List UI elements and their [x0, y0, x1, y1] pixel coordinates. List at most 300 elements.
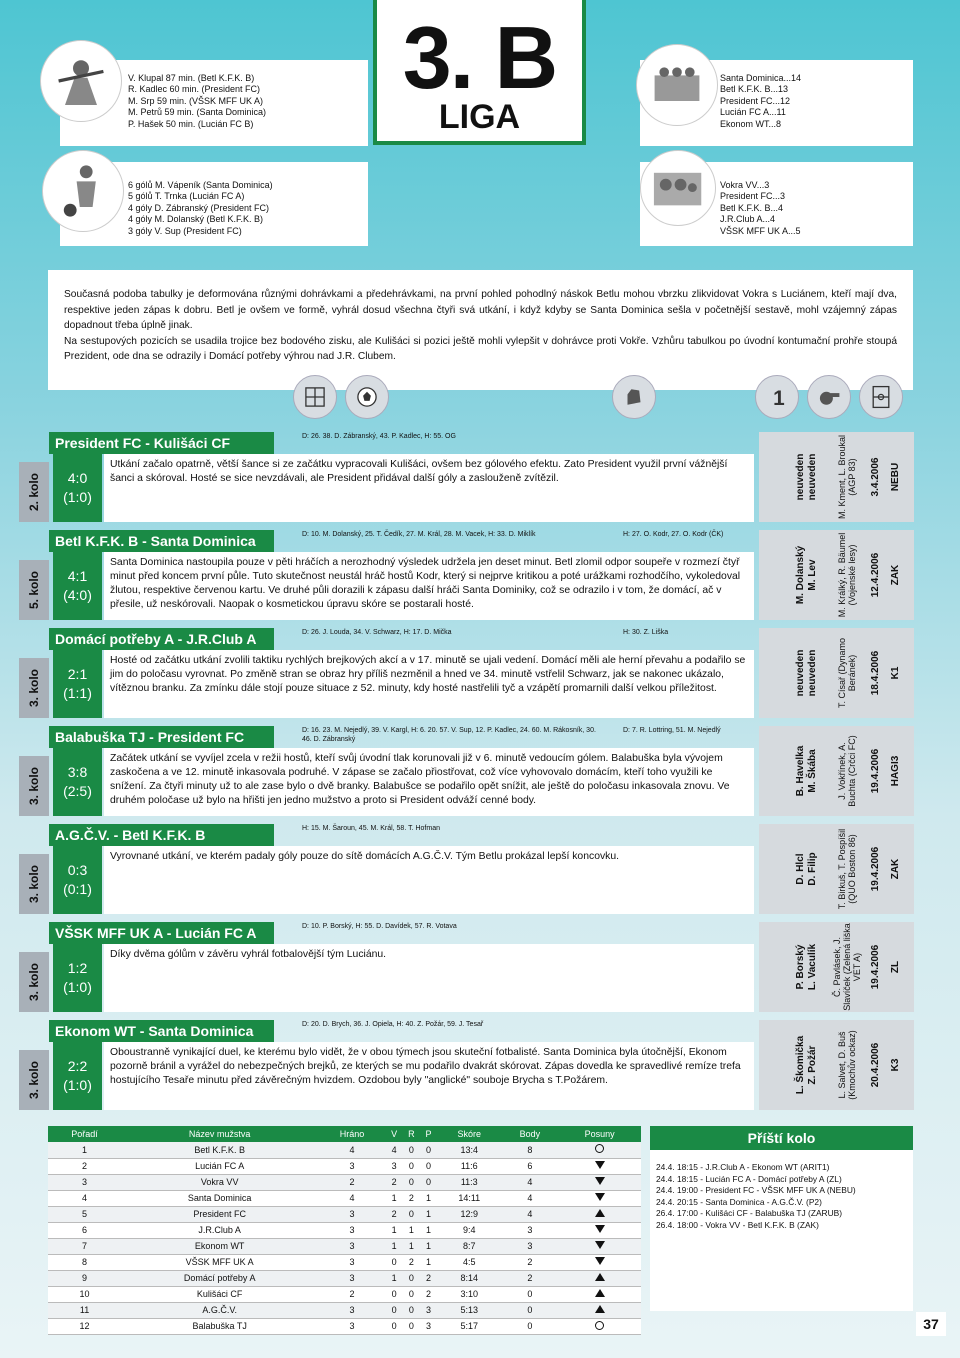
- table-cell: 8: [48, 1254, 121, 1270]
- venue: K1: [890, 666, 901, 680]
- list-item: J.R.Club A...4: [720, 214, 776, 225]
- movement-icon: [558, 1158, 641, 1174]
- column-header: V: [386, 1126, 403, 1142]
- table-cell: 1: [420, 1238, 437, 1254]
- table-cell: 4: [318, 1142, 386, 1158]
- arrow-up-icon: [595, 1305, 605, 1313]
- table-cell: 5:17: [437, 1318, 502, 1334]
- list-item: M. Petrů 59 min. (Santa Dominica): [128, 107, 267, 118]
- goal-scorers: D: 26. 38. D. Zábranský, 43. P. Kadlec, H: 55. OG: [302, 433, 456, 440]
- table-row: [48, 1254, 641, 1270]
- venue: ZAK: [890, 858, 901, 880]
- column-header: Název mužstva: [121, 1126, 318, 1142]
- referees: M. Kment, L. Broukal (AGP 83): [837, 434, 857, 520]
- referees: L. Salvet, D. Buš (Kmochův ockaz): [837, 1030, 857, 1100]
- match-report: Vyrovnané utkání, ve kterém padaly góly pouze do sítě domácích A.G.Č.V. Tým Betlu prokázal lepší koncovku.: [104, 846, 754, 914]
- table-cell: 3: [318, 1222, 386, 1238]
- final-score: 3:8: [67, 764, 88, 780]
- table-header-row: [48, 1126, 641, 1142]
- circle-icon: [595, 1321, 604, 1330]
- halftime-score: (0:1): [63, 881, 92, 897]
- table-cell: 8:7: [437, 1238, 502, 1254]
- movement-icon: [558, 1206, 641, 1222]
- mid-icons: [612, 375, 656, 419]
- score-box: [53, 748, 102, 816]
- goal-scorers: D: 10. P. Borský, H: 55. D. Davídek, 57. R. Votava: [302, 923, 457, 930]
- cards: H: 30. Z. Liška: [623, 629, 669, 636]
- league-number: 3. B: [402, 8, 557, 107]
- table-row: [48, 1302, 641, 1318]
- match-block: [19, 432, 914, 522]
- movement-icon: [558, 1174, 641, 1190]
- column-header: Hráno: [318, 1126, 386, 1142]
- match-block: [19, 1020, 914, 1110]
- list-item: 6 gólů M. Vápeník (Santa Dominica): [128, 180, 273, 190]
- longest-clean-sheet-list: [128, 73, 266, 130]
- match-date: 19.4.2006: [870, 748, 881, 794]
- table-cell: 11: [48, 1302, 121, 1318]
- column-header: R: [402, 1126, 420, 1142]
- table-cell: 12:9: [437, 1206, 502, 1222]
- league-label: LIGA: [438, 98, 521, 136]
- referees: T. Císař (Dynamo Beránek): [837, 638, 857, 709]
- goal-scorers: D: 16. 23. M. Nejedlý, 39. V. Kargl, H: 6. 20. 57. V. Sup, 12. P. Kadlec, 24. 60. M. Rákosník, 30. 46. D. Zábranský: [302, 727, 596, 743]
- table-cell: 9:4: [437, 1222, 502, 1238]
- top-scorers-list: [128, 180, 273, 237]
- match-title: Betl K.F.K. B - Santa Dominica: [49, 530, 274, 552]
- next-round-list: [650, 1150, 913, 1243]
- table-cell: 1: [420, 1254, 437, 1270]
- referees: Č. Pavlásek, J. Slavíček (Zelená liška VET A): [832, 923, 862, 1011]
- table-row: [48, 1238, 641, 1254]
- table-cell: 9: [48, 1270, 121, 1286]
- referees: T. Birkuš, T. Pospíšil (QUO Boston 86): [837, 828, 857, 910]
- table-cell: 4:5: [437, 1254, 502, 1270]
- list-item: Betl K.F.K. B...4: [720, 202, 784, 213]
- venue: ZL: [890, 960, 901, 974]
- table-cell: 2: [420, 1286, 437, 1302]
- round-text: 3. kolo: [27, 864, 42, 904]
- team-photo: [636, 44, 718, 126]
- table-cell: 0: [502, 1302, 559, 1318]
- table-cell: 1: [402, 1238, 420, 1254]
- list-item: 4 góly M. Dolanský (Betl K.F.K. B): [128, 214, 264, 225]
- table-cell: 8: [502, 1142, 559, 1158]
- match-date: 12.4.2006: [870, 552, 881, 598]
- table-row: [48, 1190, 641, 1206]
- movement-icon: [558, 1286, 641, 1302]
- venue: K3: [890, 1058, 901, 1072]
- table-cell: 0: [402, 1318, 420, 1334]
- match-block: [19, 628, 914, 718]
- match-report: Santa Dominica nastoupila pouze v pěti hráčích a nerozhodný výsledek udržela jen deset minut. Betl zlomil odpor soupeře v rozmezí čtyř minut před koncem první půle. Tuto skutečnost neustál hráč hostů Kodr, který si nejprve kritikou a poté urážkami rozhodčího, vykoledoval žlutou, respektive červenou kartu. Ve druhé půli dorazili k zápasu další hráči Santa Dominiky, což se odrazilo i v tom, že domácí, ač v přesile, už neskórovali. Naopak o kosmetickou úpravu skóre se postarali hosté.: [104, 552, 754, 620]
- ball-icon: [345, 375, 389, 419]
- table-cell: 0: [402, 1302, 420, 1318]
- table-cell: 11:6: [437, 1158, 502, 1174]
- round-text: 3. kolo: [27, 766, 42, 806]
- star-player-1: B. Havelka: [795, 745, 806, 797]
- table-cell: 14:11: [437, 1190, 502, 1206]
- table-cell: 2: [318, 1286, 386, 1302]
- fixture-item: 24.4. 18:15 - J.R.Club A - Ekonom WT (ARIT1): [656, 1162, 830, 1172]
- movement-icon: [558, 1190, 641, 1206]
- round-text: 2. kolo: [27, 472, 42, 512]
- round-text: 3. kolo: [27, 962, 42, 1002]
- table-cell: 4: [318, 1190, 386, 1206]
- defense-list: [720, 180, 801, 237]
- star-player-2: Z. Požár: [807, 1045, 818, 1085]
- table-cell: Balabuška TJ: [121, 1318, 318, 1334]
- table-cell: 4: [502, 1190, 559, 1206]
- referees: J. Vokřínek, A. Buchta (Crčci FC): [837, 735, 857, 807]
- halftime-score: (1:0): [63, 1077, 92, 1093]
- table-cell: President FC: [121, 1206, 318, 1222]
- pitch-icon: [859, 375, 903, 419]
- next-round-title: Příští kolo: [650, 1126, 913, 1150]
- list-item: M. Srp 59 min. (VŠSK MFF UK A): [128, 95, 264, 106]
- match-report: Utkání začalo opatrně, větší šance si ze začátku vypracovali Kulišáci, ovšem bez gólového efektu. Zato President využil první vážnější šanci a skóroval. Hosté se sice nevzdávali, ale President přidával další góly a zaslouženě zvítězil.: [104, 454, 754, 522]
- list-item: 4 góly D. Zábranský (President FC): [128, 202, 270, 213]
- match-details: [759, 530, 914, 620]
- match-date: 19.4.2006: [870, 944, 881, 990]
- table-cell: J.R.Club A: [121, 1222, 318, 1238]
- table-cell: 1: [386, 1222, 403, 1238]
- fixture-item: 24.4. 19:00 - President FC - VŠSK MFF UK A (NEBU): [656, 1185, 856, 1195]
- score-box: [53, 454, 102, 522]
- arrow-down-icon: [595, 1177, 605, 1185]
- arrow-down-icon: [595, 1161, 605, 1169]
- table-cell: 4: [502, 1174, 559, 1190]
- table-row: [48, 1222, 641, 1238]
- match-block: [19, 726, 914, 816]
- match-date: 3.4.2006: [870, 457, 881, 497]
- star-player-1: L. Škomička: [795, 1035, 806, 1095]
- table-row: [48, 1174, 641, 1190]
- match-details: [759, 1020, 914, 1110]
- goal-scorers: D: 26. J. Louda, 34. V. Schwarz, H: 17. D. Mička: [302, 629, 452, 636]
- final-score: 4:0: [67, 470, 88, 486]
- round-label: [19, 1050, 49, 1110]
- arrow-down-icon: [595, 1193, 605, 1201]
- table-cell: 2: [502, 1270, 559, 1286]
- column-header: Skóre: [437, 1126, 502, 1142]
- movement-icon: [558, 1318, 641, 1334]
- table-cell: 0: [420, 1142, 437, 1158]
- halftime-score: (2:5): [63, 783, 92, 799]
- table-cell: 10: [48, 1286, 121, 1302]
- star-player-2: neuveden: [807, 453, 818, 501]
- match-details: [759, 922, 914, 1012]
- match-report: Díky dvěma gólům v závěru vyhrál fotbalovější tým Luciánu.: [104, 944, 754, 1012]
- goal-scorers: D: 10. M. Dolanský, 25. T. Čedík, 27. M. Král, 28. M. Vacek, H: 33. D. Miklík: [302, 531, 536, 538]
- halftime-score: (1:1): [63, 685, 92, 701]
- table-cell: 1: [402, 1222, 420, 1238]
- fixture-item: 26.4. 17:00 - Kulišáci CF - Balabuška TJ (ZARUB): [656, 1208, 843, 1218]
- star-player-1: D. Hlcl: [795, 853, 806, 885]
- table-cell: 1: [420, 1190, 437, 1206]
- table-cell: 11:3: [437, 1174, 502, 1190]
- next-round-box: [650, 1126, 913, 1311]
- table-cell: 1: [420, 1222, 437, 1238]
- table-cell: 0: [402, 1158, 420, 1174]
- right-icons: [755, 375, 903, 419]
- table-cell: 6: [502, 1158, 559, 1174]
- movement-icon: [558, 1302, 641, 1318]
- scorer-photo: [42, 150, 124, 232]
- score-box: [53, 846, 102, 914]
- match-title: Domácí potřeby A - J.R.Club A: [49, 628, 274, 650]
- table-cell: 2: [48, 1158, 121, 1174]
- table-cell: 0: [402, 1270, 420, 1286]
- list-item: President FC...12: [720, 95, 791, 106]
- table-cell: 0: [502, 1286, 559, 1302]
- match-report: Začátek utkání se vyvíjel zcela v režii hostů, kteří svůj úvodní tlak korunovali již v 6. minutě vedoucím gólem. Balabuška byla vývojem zaskočena a ve 12. minutě inkasovala podruhé. V zápase se začalo přiostřovat, což více vyhovovalo domácím, kteří toho využili ke snížení. Za čtyři minuty už to ale zase bylo o dvě branky. Balabušce se podařilo opět snížit, ale ještě do poločasu inkasovala znovu. Ve druhém poločase už bylo na hřišti jen jedno mužstvo a proto si President odváží cenné body.: [104, 748, 754, 816]
- score-box: [53, 552, 102, 620]
- movement-icon: [558, 1270, 641, 1286]
- left-icons: [293, 375, 389, 419]
- scoreboard-icon: [293, 375, 337, 419]
- table-cell: 7: [48, 1238, 121, 1254]
- match-details: [759, 628, 914, 718]
- final-score: 2:2: [67, 1058, 88, 1074]
- table-cell: VŠSK MFF UK A: [121, 1254, 318, 1270]
- star-player-1: neuveden: [795, 453, 806, 501]
- match-title: VŠSK MFF UK A - Lucián FC A: [49, 922, 274, 944]
- arrow-down-icon: [595, 1257, 605, 1265]
- list-item: Ekonom WT...8: [720, 118, 782, 129]
- column-header: Body: [502, 1126, 559, 1142]
- table-cell: 2: [402, 1190, 420, 1206]
- final-score: 1:2: [67, 960, 88, 976]
- halftime-score: (1:0): [63, 489, 92, 505]
- table-row: [48, 1142, 641, 1158]
- table-cell: 3:10: [437, 1286, 502, 1302]
- table-cell: 3: [318, 1238, 386, 1254]
- fixture-item: 26.4. 18:00 - Vokra VV - Betl K.F.K. B (ZAK): [656, 1219, 819, 1230]
- table-cell: 5: [48, 1206, 121, 1222]
- fixture-item: 24.4. 20:15 - Santa Dominica - A.G.Č.V. (P2): [656, 1196, 822, 1207]
- table-cell: Ekonom WT: [121, 1238, 318, 1254]
- page-number: 37: [916, 1312, 946, 1336]
- star-player-1: M. Dolanský: [795, 545, 806, 605]
- circle-icon: [595, 1144, 604, 1153]
- match-title: Balabuška TJ - President FC: [49, 726, 274, 748]
- table-row: [48, 1270, 641, 1286]
- table-cell: 4: [48, 1190, 121, 1206]
- list-item: 3 góly V. Sup (President FC): [128, 225, 242, 236]
- table-cell: 2: [502, 1254, 559, 1270]
- table-cell: 0: [386, 1254, 403, 1270]
- cards: H: 27. O. Kodr, 27. O. Kodr (ČK): [623, 531, 724, 538]
- table-row: [48, 1286, 641, 1302]
- league-logo: [373, 0, 586, 145]
- list-item: P. Hašek 50 min. (Lucián FC B): [128, 118, 254, 129]
- match-date: 18.4.2006: [870, 650, 881, 696]
- number-one-icon: [755, 375, 799, 419]
- crowd-photo: [640, 150, 716, 226]
- halftime-score: (1:0): [63, 979, 92, 995]
- movement-icon: [558, 1222, 641, 1238]
- table-row: [48, 1318, 641, 1334]
- table-cell: 1: [386, 1190, 403, 1206]
- table-cell: 3: [318, 1318, 386, 1334]
- table-cell: 0: [402, 1206, 420, 1222]
- table-cell: Domácí potřeby A: [121, 1270, 318, 1286]
- match-title: Ekonom WT - Santa Dominica: [49, 1020, 274, 1042]
- match-report: Oboustranně vynikající duel, ke kterému bylo vidět, že v obou týmech jsou skuteční fotbalisté. Santa Dominica byla útočnější, Ekonom pozorně bránil a vyrážel do nebezpečných brejků, ze kterých se mu podařilo dvakrát skórovat. Zápas dovedla ke spravedlivé remíze trefa hostujícího Tesaře minutu před závěrečným hvizdem. Ozdobou byly "anglické" souboje Brycha s T.Požárem.: [104, 1042, 754, 1110]
- table-cell: 4: [386, 1142, 403, 1158]
- table-cell: 4: [502, 1206, 559, 1222]
- table-cell: 3: [318, 1302, 386, 1318]
- arrow-down-icon: [595, 1241, 605, 1249]
- arrow-up-icon: [595, 1289, 605, 1297]
- table-cell: 3: [48, 1174, 121, 1190]
- match-title: A.G.Č.V. - Betl K.F.K. B: [49, 824, 274, 846]
- match-details: [759, 726, 914, 816]
- arrow-down-icon: [595, 1225, 605, 1233]
- column-header: Posuny: [558, 1126, 641, 1142]
- standings-table: [48, 1126, 641, 1335]
- match-date: 19.4.2006: [870, 846, 881, 892]
- table-cell: 3: [502, 1238, 559, 1254]
- list-item: 5 gólů T. Trnka (Lucián FC A): [128, 191, 245, 202]
- star-player-1: P. Borský: [795, 944, 806, 990]
- movement-icon: [558, 1238, 641, 1254]
- table-row: [48, 1158, 641, 1174]
- round-label: [19, 854, 49, 914]
- goal-scorers: H: 15. M. Šaroun, 45. M. Král, 58. T. Hofman: [302, 825, 440, 832]
- list-item: VŠSK MFF UK A...5: [720, 225, 801, 236]
- score-box: [53, 944, 102, 1012]
- match-block: [19, 824, 914, 914]
- match-details: [759, 432, 914, 522]
- venue: NEBU: [890, 462, 901, 492]
- list-item: President FC...3: [720, 191, 786, 202]
- table-cell: 2: [402, 1254, 420, 1270]
- movement-icon: [558, 1254, 641, 1270]
- match-block: [19, 530, 914, 620]
- table-cell: 0: [502, 1318, 559, 1334]
- table-cell: Vokra VV: [121, 1174, 318, 1190]
- round-label: [19, 560, 49, 620]
- table-cell: Lucián FC A: [121, 1158, 318, 1174]
- table-cell: 1: [386, 1238, 403, 1254]
- table-cell: 3: [318, 1206, 386, 1222]
- table-cell: 1: [420, 1206, 437, 1222]
- star-player-2: L. Vaculík: [807, 943, 818, 991]
- whistle-icon: [807, 375, 851, 419]
- table-cell: 13:4: [437, 1142, 502, 1158]
- table-cell: 3: [318, 1158, 386, 1174]
- round-text: 3. kolo: [27, 1060, 42, 1100]
- table-cell: 5:13: [437, 1302, 502, 1318]
- column-header: Pořadí: [48, 1126, 121, 1142]
- score-box: [53, 1042, 102, 1110]
- referees: M. Králký, R. Bäumel (Vojenské lesy): [837, 532, 857, 618]
- table-cell: Santa Dominica: [121, 1190, 318, 1206]
- table-cell: 0: [386, 1318, 403, 1334]
- list-item: V. Klupal 87 min. (Betl K.F.K. B): [128, 73, 255, 83]
- table-cell: 0: [402, 1174, 420, 1190]
- table-cell: 3: [420, 1302, 437, 1318]
- table-cell: Kulišáci CF: [121, 1286, 318, 1302]
- final-score: 4:1: [67, 568, 88, 584]
- venue: ZAK: [890, 564, 901, 586]
- match-report: Hosté od začátku utkání zvolili taktiku rychlých brejkových akcí a v 17. minutě se ujali vedení. Domácí měli ale herní převahu a podařilo se jim do poločasu vyrovnat. Po změně stran se obraz hry příliš nezměnil a hned ve 34. minutě vstřelil Schwarz, jak se nakonec ukázalo, vítěznou branku. Za zmínku dále stojí pouze situace z 52. minuty, kdy hosté nastřelili tyč a vzápětí promarnili další velkou příležitost.: [104, 650, 754, 718]
- match-title: President FC - Kulišáci CF: [49, 432, 274, 454]
- intro-paragraph-1: Současná podoba tabulky je deformována různými dohrávkami a předehrávkami, na první pohled pohodlný náskok Betlu mohou vbrzku zlikvidovat Vokra s Luciánem, kteří mají dva, respektive jeden zápas k dobru. Betl je ovšem ve formě, vyhrál dosud všechna čtyři svá utkání, i když kdyby se Santa Dominica sešla v početnější sestavě, mohl vzájemný zápas dopadnout třeba úplně jinak.: [64, 289, 897, 331]
- fair-play-list: [720, 73, 801, 130]
- list-item: Betl K.F.K. B...13: [720, 84, 789, 95]
- goal-scorers: D: 20. D. Brych, 36. J. Opiela, H: 40. Z. Požár, 59. J. Tesař: [302, 1021, 484, 1028]
- star-player-2: M. Škába: [807, 749, 818, 793]
- glove-icon: [612, 375, 656, 419]
- intro-text: [48, 270, 913, 390]
- table-cell: 2: [386, 1206, 403, 1222]
- table-cell: 6: [48, 1222, 121, 1238]
- table-cell: 2: [386, 1174, 403, 1190]
- round-text: 3. kolo: [27, 668, 42, 708]
- column-header: P: [420, 1126, 437, 1142]
- table-cell: 3: [318, 1254, 386, 1270]
- table-cell: 3: [318, 1270, 386, 1286]
- cards: D: 7. R. Lottring, 51. M. Nejedlý: [623, 727, 721, 734]
- final-score: 2:1: [67, 666, 88, 682]
- star-player-2: M. Lev: [807, 559, 818, 591]
- list-item: Lucián FC A...11: [720, 107, 786, 118]
- round-label: [19, 658, 49, 718]
- venue: HAGI3: [890, 755, 901, 787]
- arrow-up-icon: [595, 1273, 605, 1281]
- table-cell: 0: [402, 1142, 420, 1158]
- table-cell: 1: [386, 1270, 403, 1286]
- table-cell: 3: [420, 1318, 437, 1334]
- movement-icon: [558, 1142, 641, 1158]
- svg-text:1: 1: [773, 386, 785, 410]
- match-date: 20.4.2006: [870, 1042, 881, 1088]
- table-cell: 8:14: [437, 1270, 502, 1286]
- list-item: R. Kadlec 60 min. (President FC): [128, 84, 261, 95]
- round-label: [19, 462, 49, 522]
- halftime-score: (4:0): [63, 587, 92, 603]
- list-item: Vokra VV...3: [720, 180, 770, 190]
- intro-paragraph-2: Na sestupových pozicích se usadila trojice bez bodového zisku, ale Kulišáci si pozici ještě mohli vylepšit v dohrávce proti Vokře. Vzhůru tabulkou po úvodní kontumační prohře stoupá Prezident, ode dna se odrazily i Domácí potřeby výhrou nad J.R. Clubem.: [64, 335, 897, 362]
- table-cell: 12: [48, 1318, 121, 1334]
- table-cell: 0: [420, 1158, 437, 1174]
- table-cell: A.G.Č.V.: [121, 1302, 318, 1318]
- star-player-1: neuveden: [795, 649, 806, 697]
- fixture-item: 24.4. 18:15 - Lucián FC A - Domácí potřeby A (ZL): [656, 1173, 842, 1184]
- round-label: [19, 756, 49, 816]
- arrow-up-icon: [595, 1209, 605, 1217]
- table-cell: 0: [386, 1302, 403, 1318]
- table-cell: 2: [420, 1270, 437, 1286]
- round-text: 5. kolo: [27, 570, 42, 610]
- score-box: [53, 650, 102, 718]
- goalkeeper-photo: [40, 40, 122, 122]
- table-cell: 1: [48, 1142, 121, 1158]
- table-cell: 3: [386, 1158, 403, 1174]
- table-cell: 3: [502, 1222, 559, 1238]
- table-cell: 2: [318, 1174, 386, 1190]
- table-cell: 0: [420, 1174, 437, 1190]
- match-block: [19, 922, 914, 1012]
- final-score: 0:3: [67, 862, 88, 878]
- star-player-2: D. Filip: [807, 852, 818, 886]
- star-player-2: neuveden: [807, 649, 818, 697]
- table-cell: 0: [386, 1286, 403, 1302]
- list-item: Santa Dominica...14: [720, 73, 802, 83]
